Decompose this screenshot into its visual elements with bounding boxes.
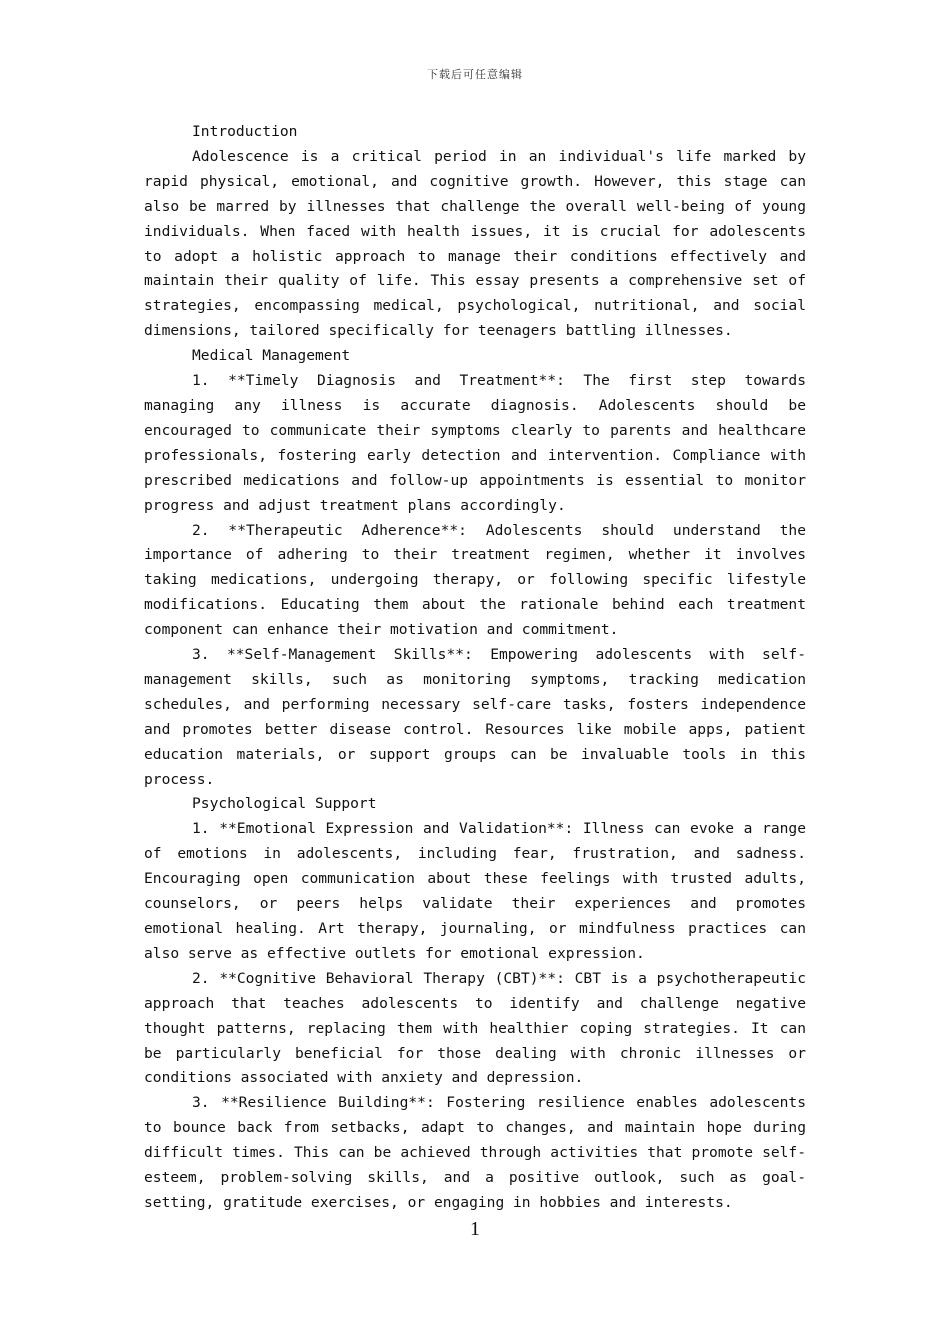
page-header: 下载后可任意编辑 xyxy=(427,68,523,81)
section-heading-medical-management: Medical Management xyxy=(192,347,351,365)
paragraph-emotional-expression: 1. **Emotional Expression and Validation**: Illness can evoke a range of emotions in adolescents, including fear, frustration, and sadness. Encouraging open communication about these feelings with trusted adults, counselors, or peers helps validate their experiences and promotes emotional healing. Art therapy, journaling, or mindfulness practices can also serve as effective outlets for emotional expression. xyxy=(144,820,806,962)
paragraph-introduction: Adolescence is a critical period in an individual's life marked by rapid physical, emotional, and cognitive growth. However, this stage can also be marred by illnesses that challenge the overall well-being of young individuals. When faced with health issues, it is crucial for adolescents to adopt a holistic approach to manage their conditions effectively and maintain their quality of life. This essay presents a comprehensive set of strategies, encompassing medical, psychological, nutritional, and social dimensions, tailored specifically for teenagers battling illnesses. xyxy=(144,147,806,340)
section-heading-introduction: Introduction xyxy=(192,123,298,140)
page-number: 1 xyxy=(470,1218,480,1240)
paragraph-timely-diagnosis: 1. **Timely Diagnosis and Treatment**: The first step towards managing any illness is accurate diagnosis. Adolescents should be encouraged to communicate their symptoms clearly to parents and healthcare professionals, fostering early detection and intervention. Compliance with prescribed medications and follow-up appointments is essential to monitor progress and adjust treatment plans accordingly. xyxy=(144,372,806,514)
section-heading-psychological-support: Psychological Support xyxy=(192,795,377,813)
paragraph-therapeutic-adherence: 2. **Therapeutic Adherence**: Adolescents should understand the importance of adhering to their treatment regimen, whether it involves taking medications, undergoing therapy, or following specific lifestyle modifications. Educating them about the rationale behind each treatment component can enhance their motivation and commitment. xyxy=(144,521,806,639)
paragraph-resilience: 3. **Resilience Building**: Fostering resilience enables adolescents to bounce back from setbacks, adapt to changes, and maintain hope during difficult times. This can be achieved through activities that promote self-esteem, problem-solving skills, and a positive outlook, such as goal-setting, gratitude exercises, or engaging in hobbies and interests. xyxy=(144,1094,806,1211)
paragraph-self-management: 3. **Self-Management Skills**: Empowering adolescents with self-management skills, such as monitoring symptoms, tracking medication schedules, and performing necessary self-care tasks, fosters independence and promotes better disease control. Resources like mobile apps, patient education materials, or support groups can be invaluable tools in this process. xyxy=(144,646,806,788)
document-body xyxy=(144,120,806,1216)
paragraph-cbt: 2. **Cognitive Behavioral Therapy (CBT)**: CBT is a psychotherapeutic approach that teaches adolescents to identify and challenge negative thought patterns, replacing them with healthier coping strategies. It can be particularly beneficial for those dealing with chronic illnesses or conditions associated with anxiety and depression. xyxy=(144,969,806,1087)
